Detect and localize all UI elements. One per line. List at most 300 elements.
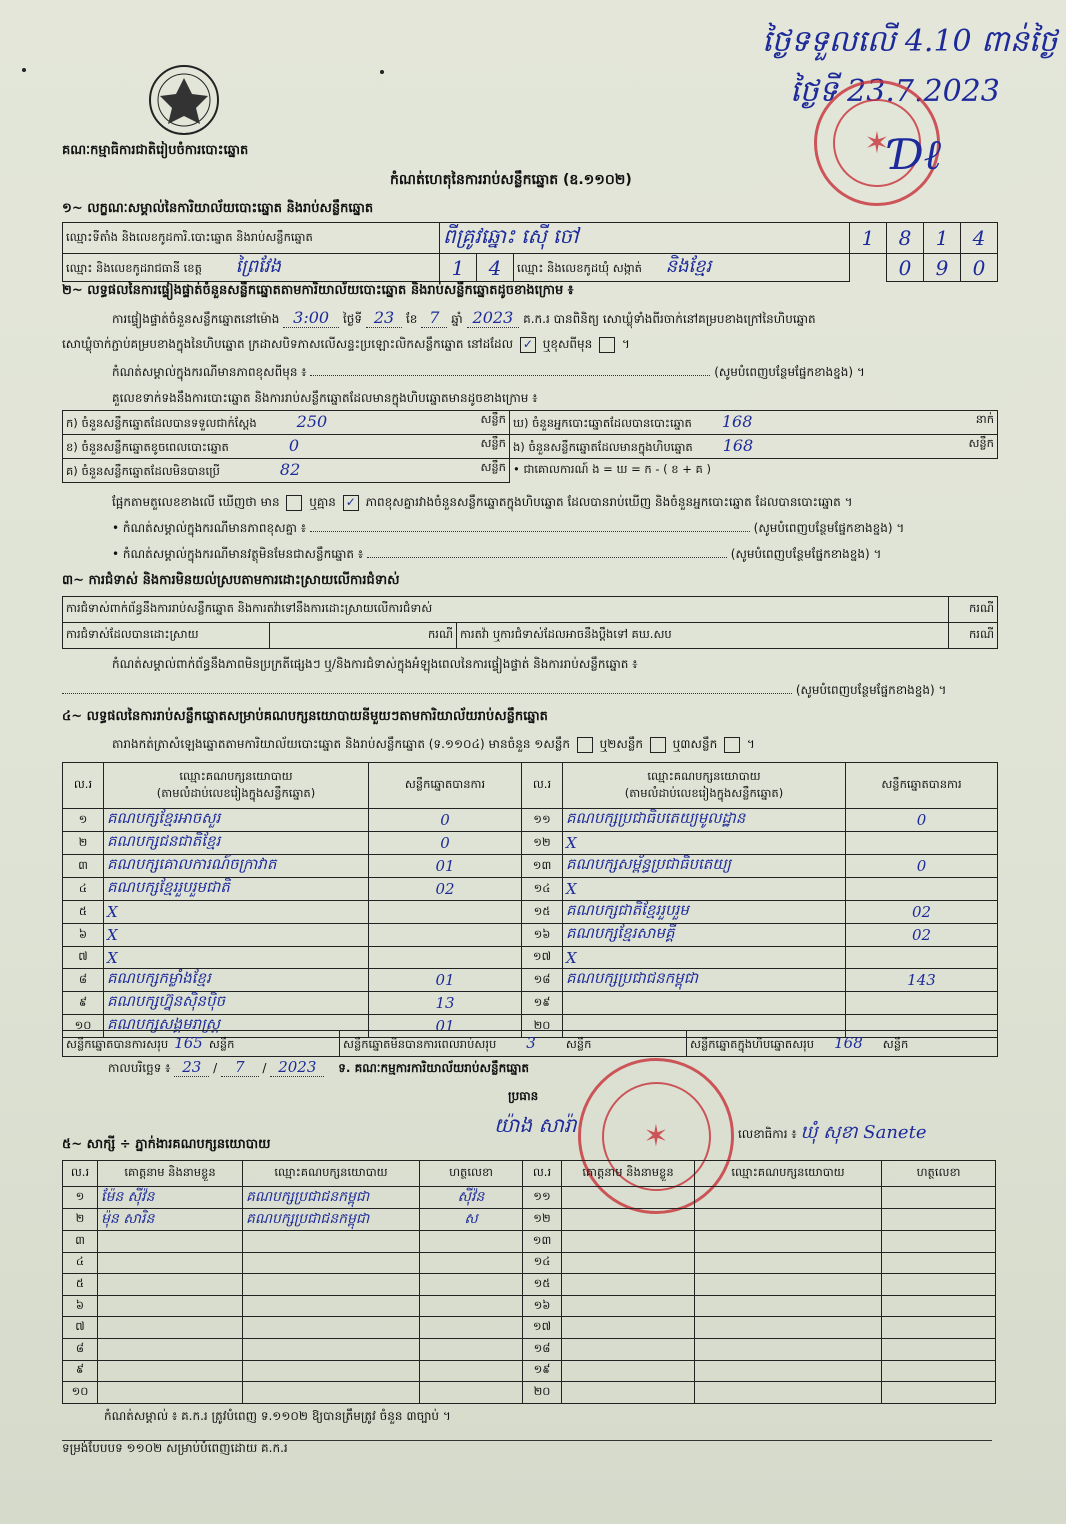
witness-no-right: ១៨ <box>523 1338 562 1360</box>
results-party-right: គណបក្សសម្ព័ន្ធប្រជាធិបតេយ្យ <box>563 855 846 878</box>
witness-party-left: គណបក្សប្រជាជនកម្ពុជា <box>243 1187 420 1209</box>
results-no-right: ២០ <box>522 1015 563 1038</box>
objection-case-1: ករណី <box>949 597 998 623</box>
section-4-title: ៤~ លទ្ធផលនៃការរាប់សន្លឹកឆ្នោតសម្រាប់គណបក្សនយោបាយនីមួយៗតាមការិយាល័យរាប់សន្លឹកឆ្នោត <box>62 709 548 724</box>
figure-row-c <box>63 459 510 483</box>
witness-name-right <box>562 1295 695 1317</box>
location-code-2: 8 <box>887 223 924 254</box>
commune-code-2: 9 <box>924 254 961 282</box>
results-votes-right: 02 <box>846 924 998 947</box>
witness-no-left: ៧ <box>63 1317 98 1339</box>
results-no-left: ២ <box>63 832 104 855</box>
results-col-party-right <box>563 763 846 809</box>
form-title: កំណត់ហេតុនៃការរាប់សន្លឹកឆ្នោត (ឧ.១១០២) <box>390 172 632 188</box>
results-no-left: ៨ <box>63 969 104 992</box>
province-value: ព្រៃវែង <box>235 256 281 277</box>
results-party-right <box>563 992 846 1015</box>
different-checkbox[interactable] <box>599 337 615 353</box>
results-votes-left <box>369 901 522 924</box>
results-votes-left <box>369 924 522 947</box>
figure-a-value: 250 <box>296 412 328 431</box>
witness-col-no-right: ល.រ <box>523 1161 562 1187</box>
witness-no-left: ៩ <box>63 1360 98 1382</box>
valid-total-cell <box>63 1031 340 1057</box>
witness-row <box>63 1338 996 1360</box>
witness-party-left: គណបក្សប្រជាជនកម្ពុជា <box>243 1209 420 1231</box>
results-col-party-left-sub: (តាមលំដាប់លេខរៀងក្នុងសន្លឹកឆ្នោត) <box>156 785 316 800</box>
witness-no-right: ១៧ <box>523 1317 562 1339</box>
difference-remark-line <box>112 520 992 538</box>
witness-name-right <box>562 1252 695 1274</box>
witness-no-right: ១២ <box>523 1209 562 1231</box>
discrepancy-label: ផ្អែកតាមតួលេខខាងលើ ឃើញថា មាន <box>112 495 280 509</box>
results-row <box>63 901 998 924</box>
objection-case-3: ករណី <box>949 623 998 649</box>
org-name: គណៈកម្មាធិការជាតិរៀបចំការបោះឆ្នោត <box>62 143 249 158</box>
results-party-left: គណបក្សជនជាតិខ្មែរ <box>104 832 369 855</box>
secretary-signature: ឃុំ សុខា Sanete <box>800 1122 927 1143</box>
results-party-left: គណបក្សខ្មែរអាចសួរ <box>104 809 369 832</box>
handwritten-signature-top: Ɗℓ <box>890 130 942 179</box>
figure-c-value: 82 <box>279 460 301 479</box>
box-unit: សន្លឹក <box>882 1036 909 1051</box>
location-label: ឈ្មោះទីតាំង និងលេខកូដការិ.បោះឆ្នោត និងរាប់សន្លឹកឆ្នោត <box>63 223 440 254</box>
results-votes-right <box>846 878 998 901</box>
witness-row <box>63 1382 996 1404</box>
fill-back-note-3: (សូមបំពេញបន្ថែមផ្នែកខាងខ្នង) ។ <box>730 547 882 561</box>
results-no-right: ១១ <box>522 809 563 832</box>
tally-intro: តារាងកត់ត្រាសំឡេងឆ្នោតតាមការិយាល័យបោះឆ្នោត និងរាប់សន្លឹកឆ្នោត (ទ.១១០៤) មានចំនួន ១សន្លឹក <box>112 737 570 751</box>
witness-sig-left: ស៊ីវ៉ន <box>420 1187 523 1209</box>
witness-name-left: ម៉ុន សារិន <box>98 1209 243 1231</box>
results-no-right: ១៧ <box>522 947 563 969</box>
nec-emblem-icon <box>148 64 220 136</box>
verify-day-label: ថ្ងៃទី <box>342 312 362 326</box>
has-discrepancy-checkbox[interactable] <box>286 495 302 511</box>
witness-no-right: ១៥ <box>523 1274 562 1296</box>
results-no-left: ៦ <box>63 924 104 947</box>
witness-name-right <box>562 1231 695 1253</box>
results-no-right: ១៣ <box>522 855 563 878</box>
results-votes-left: 0 <box>369 832 522 855</box>
results-party-left: គណបក្សខ្មែររួបរួមជាតិ <box>104 878 369 901</box>
results-col-no-left: ល.រ <box>63 763 104 809</box>
results-party-left: គណបក្សកម្លាំងខ្មែរ <box>104 969 369 992</box>
results-no-right: ១២ <box>522 832 563 855</box>
witness-sig-right <box>882 1231 996 1253</box>
results-no-right: ១៨ <box>522 969 563 992</box>
results-col-party-left-title: ឈ្មោះគណបក្សនយោបាយ <box>179 768 293 783</box>
figure-row-b <box>63 435 510 459</box>
results-votes-right <box>846 947 998 969</box>
commune-label: ឈ្មោះ និងលេខកូដឃុំ សង្កាត់ <box>517 261 642 275</box>
results-row <box>63 809 998 832</box>
tally-1-sheet-checkbox[interactable] <box>577 737 593 753</box>
figure-a-unit: សន្លឹក <box>480 412 506 426</box>
handwritten-date-note: ថ្ងៃទី 23.7.2023 <box>790 74 1000 109</box>
commune-label-cell <box>514 254 850 282</box>
witness-sig-right <box>882 1187 996 1209</box>
results-votes-left: 02 <box>369 878 522 901</box>
section-1-table <box>62 222 998 282</box>
date-day: 23 <box>174 1058 209 1077</box>
results-col-votes-left: សន្លឹកឆ្នោតបានការ <box>369 763 522 809</box>
location-code-4: 4 <box>961 223 998 254</box>
commune-code-1: 0 <box>887 254 924 282</box>
fill-back-note-1: (សូមបំពេញបន្ថែមផ្នែកខាងខ្នង) ។ <box>714 365 865 379</box>
results-col-party-left <box>104 763 369 809</box>
witness-party-left <box>243 1317 420 1339</box>
section-5-title: ៥~ សាក្សី ÷ ភ្នាក់ងារគណបក្សនយោបាយ <box>62 1137 271 1152</box>
witness-col-name-right: គោត្តនាម និងនាមខ្លួន <box>562 1161 695 1187</box>
witness-name-right <box>562 1187 695 1209</box>
paper-dot-mark <box>380 70 384 74</box>
irregularity-note: កំណត់សម្គាល់ពាក់ព័ន្ធនឹងភាពមិនប្រក្រតីផ្សេងៗ ឬ/និងការជំទាស់ក្នុងអំឡុងពេលនៃការផ្ទៀងផ្ទាត់ និងការរាប់សន្លឹកឆ្នោត ៖ <box>112 657 638 671</box>
witness-row <box>63 1360 996 1382</box>
witness-name-right <box>562 1317 695 1339</box>
witness-col-sig-left: ហត្ថលេខា <box>420 1161 523 1187</box>
foreign-object-label: • កំណត់សម្គាល់ក្នុងករណីមានវត្ថុមិនមែនជាសន្លឹកឆ្នោត ៖ <box>112 547 364 561</box>
witness-sig-right <box>882 1317 996 1339</box>
witness-name-left <box>98 1338 243 1360</box>
witness-name-right <box>562 1209 695 1231</box>
province-code-2: 4 <box>477 254 514 282</box>
section-3-title: ៣~ ការជំទាស់ និងការមិនយល់ស្របតាមការដោះស្រាយលើការជំទាស់ <box>62 573 400 588</box>
objections-table <box>62 596 998 649</box>
results-votes-left: 01 <box>369 969 522 992</box>
witness-sig-right <box>882 1252 996 1274</box>
witness-party-right <box>695 1317 882 1339</box>
witness-col-party-left: ឈ្មោះគណបក្សនយោបាយ <box>243 1161 420 1187</box>
results-no-right: ១៤ <box>522 878 563 901</box>
witness-no-right: ១៦ <box>523 1295 562 1317</box>
witness-party-right <box>695 1209 882 1231</box>
witness-name-right <box>562 1382 695 1404</box>
results-col-votes-right: សន្លឹកឆ្នោតបានការ <box>846 763 998 809</box>
results-row <box>63 878 998 901</box>
discrepancy-desc: ភាពខុសគ្នារវាងចំនួនសន្លឹកឆ្នោតក្នុងហិបឆ្នោត ដែលបានរាប់ឃើញ និងចំនួនអ្នកបោះឆ្នោត ដែលបានបោះឆ្នោត ។ <box>365 495 853 509</box>
results-party-left: X <box>104 901 369 924</box>
date-label: កាលបរិច្ឆេទ <box>108 1061 162 1075</box>
witness-no-left: ១០ <box>63 1382 98 1404</box>
results-no-left: ៣ <box>63 855 104 878</box>
witness-name-right <box>562 1360 695 1382</box>
section-2-title: ២~ លទ្ធផលនៃការផ្ទៀងផ្ទាត់ចំនួនសន្លឹកឆ្នោតតាមការិយាល័យបោះឆ្នោត និងរាប់សន្លឹកឆ្នោតដូចខាងក្រោម ៖ <box>62 283 574 298</box>
results-party-left: X <box>104 947 369 969</box>
figure-d-unit: នាក់ <box>975 412 994 426</box>
witness-row <box>63 1209 996 1231</box>
location-value: ពីគ្រូវឆ្នោះ ស៊ើ ចៅ <box>440 223 850 254</box>
irregularity-fill-line <box>62 682 992 700</box>
box-total-label: សន្លឹកឆ្នោតក្នុងហិបឆ្នោតសរុប <box>690 1036 815 1051</box>
results-row <box>63 969 998 992</box>
witness-sig-left <box>420 1338 523 1360</box>
tally-sheet-line: តារាងកត់ត្រាសំឡេងឆ្នោតតាមការិយាល័យបោះឆ្នោត និងរាប់សន្លឹកឆ្នោត (ទ.១១០៤) មានចំនួន ១សន្លឹក ឬ២សន្លឹក ឬ៣សន្លឹក ។ <box>112 737 755 751</box>
invalid-total: 3 <box>526 1033 536 1052</box>
date-sign-line: កាលបរិច្ឆេទ ៖ 23 / 7 / 2023 ទ. គណៈកម្មការការិយាល័យរាប់សន្លឹកឆ្នោត <box>108 1058 530 1076</box>
witness-no-left: ៤ <box>63 1252 98 1274</box>
witness-row <box>63 1317 996 1339</box>
verify-year: 2023 <box>467 308 520 328</box>
witness-name-left <box>98 1360 243 1382</box>
witness-party-right <box>695 1252 882 1274</box>
witness-no-left: ៥ <box>63 1274 98 1296</box>
results-party-right: គណបក្សជាតិខ្មែររួបរួម <box>563 901 846 924</box>
results-col-party-right-sub: (តាមលំដាប់លេខរៀងក្នុងសន្លឹកឆ្នោត) <box>624 785 784 800</box>
figure-e-label: ង) ចំនួនសន្លឹកឆ្នោតដែលមានក្នុងហិបឆ្នោត <box>513 440 693 454</box>
stamp-emblem-icon: ✶ <box>833 99 921 187</box>
invalid-total-label: សន្លឹកឆ្នោតមិនបានការពេលរាប់សរុប <box>343 1036 497 1051</box>
results-votes-right: 02 <box>846 901 998 924</box>
tally-3-sheet-checkbox[interactable] <box>724 737 740 753</box>
results-votes-left: 13 <box>369 992 522 1015</box>
province-code-1: 1 <box>440 254 477 282</box>
witness-sig-left <box>420 1274 523 1296</box>
results-votes-right <box>846 832 998 855</box>
results-party-left: គណបក្សហ្វ៊ុនស៊ិនប៉ិច <box>104 992 369 1015</box>
valid-total: 165 <box>174 1033 203 1052</box>
witness-name-right <box>562 1338 695 1360</box>
witness-party-right <box>695 1274 882 1296</box>
objection-case-2: ករណី <box>270 623 457 649</box>
verify-time-label: ការផ្ទៀងផ្ទាត់ចំនួនសន្លឹកឆ្នោតនៅម៉ោង <box>112 312 280 326</box>
footer-note: កំណត់សម្គាល់ ៖ គ.ក.រ ត្រូវបំពេញ ទ.១១០២ ឱ្យបានត្រឹមត្រូវ ចំនួន ៣ច្បាប់ ។ <box>104 1409 451 1423</box>
figure-b-unit: សន្លឹក <box>480 436 506 450</box>
witness-name-left <box>98 1382 243 1404</box>
results-row <box>63 947 998 969</box>
handwritten-received-note: ថ្ងៃទទួលលើ 4.10 ពាន់ថ្ងៃ <box>762 24 1058 59</box>
witness-name-left <box>98 1252 243 1274</box>
witness-name-right <box>562 1274 695 1296</box>
figure-b-value: 0 <box>288 436 300 455</box>
results-no-right: ១៩ <box>522 992 563 1015</box>
witness-no-right: ១៩ <box>523 1360 562 1382</box>
witness-sig-left <box>420 1360 523 1382</box>
witness-party-left <box>243 1274 420 1296</box>
seal-check-text: សោឃ្លុំចាក់ភ្ជាប់គម្របខាងក្នុងនៃហិបឆ្នោត ក្រដាសបិទភាសលើសន្ទះប្រឡោះលិកសន្លឹកឆ្នោត នៅដដែល <box>62 337 514 351</box>
results-party-right: X <box>563 947 846 969</box>
province-label <box>63 254 440 282</box>
witness-sig-right <box>882 1382 996 1404</box>
difference-note-label: កំណត់សម្គាល់ក្នុងករណីមានភាពខុសពីមុន ៖ <box>112 365 307 379</box>
witness-no-left: ៨ <box>63 1338 98 1360</box>
results-row <box>63 992 998 1015</box>
witness-sig-left <box>420 1295 523 1317</box>
results-votes-left: 01 <box>369 1015 522 1038</box>
results-row <box>63 855 998 878</box>
difference-note-line <box>112 364 992 382</box>
formula-note: • ជាគោលការណ៍ ង = ឃ = ក - ( ខ + គ ) <box>513 462 711 477</box>
witness-party-right <box>695 1360 882 1382</box>
results-no-left: ៥ <box>63 901 104 924</box>
chair-signature: យ៉ាង សារ៉ា <box>494 1113 577 1137</box>
witness-sig-right <box>882 1295 996 1317</box>
witness-party-right <box>695 1231 882 1253</box>
witness-party-left <box>243 1360 420 1382</box>
results-table <box>62 762 998 1038</box>
verify-month-label: ខែ <box>406 312 418 326</box>
valid-unit: សន្លឹក <box>208 1036 235 1051</box>
results-col-party-right-title: ឈ្មោះគណបក្សនយោបាយ <box>647 768 761 783</box>
results-votes-right: 143 <box>846 969 998 992</box>
witness-row <box>63 1187 996 1209</box>
fill-back-note-4: (សូមបំពេញបន្ថែមផ្នែកខាងខ្នង) ។ <box>795 683 947 697</box>
valid-total-label: សន្លឹកឆ្នោតបានការសរុប <box>66 1036 169 1051</box>
tally-2-label: ឬ២សន្លឹក <box>599 737 644 751</box>
tally-2-sheet-checkbox[interactable] <box>650 737 666 753</box>
results-col-no-right: ល.រ <box>522 763 563 809</box>
results-row <box>63 832 998 855</box>
same-checkbox[interactable]: ✓ <box>520 337 536 353</box>
results-votes-left: 01 <box>369 855 522 878</box>
results-party-left: X <box>104 924 369 947</box>
witness-sig-left <box>420 1231 523 1253</box>
witness-sig-left <box>420 1382 523 1404</box>
witness-party-left <box>243 1252 420 1274</box>
results-votes-right <box>846 992 998 1015</box>
witness-col-name-left: គោត្តនាម និងនាមខ្លួន <box>98 1161 243 1187</box>
witness-col-party-right: ឈ្មោះគណបក្សនយោបាយ <box>695 1161 882 1187</box>
results-party-right: X <box>563 878 846 901</box>
figure-e-unit: សន្លឹក <box>968 436 994 450</box>
figure-d-label: ឃ) ចំនួនអ្នកបោះឆ្នោតដែលបានបោះឆ្នោត <box>513 416 692 430</box>
witness-row <box>63 1295 996 1317</box>
objection-resolved-label: ការជំទាស់ដែលបានដោះស្រាយ <box>63 623 270 649</box>
foreign-object-line <box>112 546 992 564</box>
tally-3-label: ឬ៣សន្លឹក <box>672 737 718 751</box>
verification-line <box>112 308 816 329</box>
witness-name-left <box>98 1231 243 1253</box>
figure-d-value: 168 <box>721 412 753 431</box>
results-no-right: ១៥ <box>522 901 563 924</box>
witness-no-left: ៦ <box>63 1295 98 1317</box>
box-total: 168 <box>834 1033 863 1052</box>
results-votes-left: 0 <box>369 809 522 832</box>
witness-row <box>63 1231 996 1253</box>
stamp-emblem-bottom-icon: ✶ <box>602 1082 711 1191</box>
results-party-right: គណបក្សប្រជាជនកម្ពុជា <box>563 969 846 992</box>
witness-no-left: ៣ <box>63 1231 98 1253</box>
witness-no-left: ១ <box>63 1187 98 1209</box>
witness-party-left <box>243 1231 420 1253</box>
location-code-3: 1 <box>924 223 961 254</box>
invalid-unit: សន្លឹក <box>565 1036 592 1051</box>
witness-sig-right <box>882 1360 996 1382</box>
results-votes-right: 0 <box>846 855 998 878</box>
results-no-left: ៧ <box>63 947 104 969</box>
results-no-right: ១៦ <box>522 924 563 947</box>
witness-sig-right <box>882 1274 996 1296</box>
objection-row-1: ការជំទាស់ពាក់ព័ន្ធនឹងការរាប់សន្លឹកឆ្នោត និងការតវ៉ាទៅនឹងការដោះស្រាយលើការជំទាស់ <box>63 597 949 623</box>
figures-intro: គួលេខទាក់ទងនឹងការបោះឆ្នោត និងការរាប់សន្លឹកឆ្នោតដែលមានក្នុងហិបឆ្នោតមានដូចខាងក្រោម ៖ <box>112 391 538 405</box>
witness-party-left <box>243 1338 420 1360</box>
witness-col-sig-right: ហត្ថលេខា <box>882 1161 996 1187</box>
date-month: 7 <box>221 1058 259 1077</box>
results-votes-right: 0 <box>846 809 998 832</box>
witness-party-left <box>243 1295 420 1317</box>
results-party-right: X <box>563 832 846 855</box>
location-code-1: 1 <box>850 223 887 254</box>
witness-party-left <box>243 1382 420 1404</box>
witness-sig-right <box>882 1209 996 1231</box>
secretary-label: លេខាធិការ <box>738 1127 788 1141</box>
invalid-total-cell <box>340 1031 687 1057</box>
no-discrepancy-checkbox[interactable]: ✓ <box>343 495 359 511</box>
figure-row-a <box>63 411 510 435</box>
witness-sig-right <box>882 1338 996 1360</box>
discrepancy-line <box>112 494 853 512</box>
commune-code-3: 0 <box>961 254 998 282</box>
witness-row <box>63 1274 996 1296</box>
verify-time: 3:00 <box>283 308 339 328</box>
figure-row-d <box>510 411 998 435</box>
figure-c-unit: សន្លឹក <box>480 460 506 474</box>
figure-a-label: ក) ចំនួនសន្លឹកឆ្នោតដែលបានទទួលជាក់ស្តែង <box>66 416 257 430</box>
results-party-left: គណបក្សគោលការណ៍ចក្រាវាត <box>104 855 369 878</box>
province-label-text: ឈ្មោះ និងលេខកូដរាជធានី ខេត្ត <box>66 261 202 275</box>
date-year: 2023 <box>270 1058 324 1077</box>
figure-e-value: 168 <box>722 436 754 455</box>
objection-appeal-label: ការតវ៉ា ឬការជំទាស់ដែលអាចនឹងប្តឹងទៅ គឃ.សប <box>457 623 949 649</box>
witness-table <box>62 1160 996 1404</box>
commune-value: និងខ្មែរ <box>665 256 712 277</box>
secretary-line: លេខាធិការ ៖ ឃុំ សុខា Sanete <box>738 1122 927 1143</box>
figures-table <box>62 410 998 483</box>
witness-col-no-left: ល.រ <box>63 1161 98 1187</box>
witness-party-right <box>695 1338 882 1360</box>
figure-c-label: គ) ចំនួនសន្លឹកឆ្នោតដែលមិនបានប្រើ <box>66 464 220 478</box>
results-party-right: គណបក្សខ្មែរសាមគ្គី <box>563 924 846 947</box>
seal-check-line: សោឃ្លុំចាក់ភ្ជាប់គម្របខាងក្នុងនៃហិបឆ្នោត ក្រដាសបិទភាសលើសន្ទះប្រឡោះលិកសន្លឹកឆ្នោត នៅដដែល ✓ ឬខុសពីមុន ។ <box>62 336 630 351</box>
witness-no-right: ១១ <box>523 1187 562 1209</box>
witness-row <box>63 1252 996 1274</box>
verify-desc: គ.ក.រ បានពិនិត្យ សោឃ្លុំទាំងពីរចាក់នៅគម្របខាងក្រៅនៃហិបឆ្នោត <box>523 312 816 326</box>
verify-month: 7 <box>421 308 447 328</box>
witness-sig-left <box>420 1252 523 1274</box>
results-row <box>63 924 998 947</box>
results-no-left: ១០ <box>63 1015 104 1038</box>
results-totals <box>62 1030 998 1057</box>
no-discrepancy-label: ឬគ្មាន <box>309 495 336 509</box>
witness-no-right: ២០ <box>523 1382 562 1404</box>
verify-day: 23 <box>366 308 402 328</box>
paper-dot-mark <box>22 68 26 72</box>
different-label: ឬខុសពីមុន <box>542 337 593 351</box>
chair-label: ប្រធាន <box>508 1089 539 1103</box>
results-party-right: គណបក្សប្រជាធិបតេយ្យមូលដ្ឋាន <box>563 809 846 832</box>
witness-no-left: ២ <box>63 1209 98 1231</box>
verify-year-label: ឆ្នាំ <box>451 312 463 326</box>
witness-party-right <box>695 1187 882 1209</box>
fill-back-note-2: (សូមបំពេញបន្ថែមផ្នែកខាងខ្នង) ។ <box>753 521 905 535</box>
results-no-left: ៩ <box>63 992 104 1015</box>
witness-no-right: ១៣ <box>523 1231 562 1253</box>
difference-remark-label: • កំណត់សម្គាល់ក្នុងករណីមានភាពខុសគ្នា ៖ <box>112 521 307 535</box>
witness-party-right <box>695 1382 882 1404</box>
figure-row-e <box>510 435 998 459</box>
witness-name-left <box>98 1295 243 1317</box>
results-no-left: ៤ <box>63 878 104 901</box>
figure-b-label: ខ) ចំនួនសន្លឹកឆ្នោតខូចពេលបោះឆ្នោត <box>66 440 229 454</box>
witness-no-right: ១៤ <box>523 1252 562 1274</box>
witness-sig-left: ស <box>420 1209 523 1231</box>
box-total-cell <box>687 1031 998 1057</box>
section-1-title: ១~ លក្ខណៈសម្គាល់នៃការិយាល័យបោះឆ្នោត និងរាប់សន្លឹកឆ្នោត <box>62 201 374 216</box>
results-votes-left <box>369 947 522 969</box>
witness-party-right <box>695 1295 882 1317</box>
witness-name-left <box>98 1274 243 1296</box>
footer-form-id: ទម្រង់បែបបទ ១១០២ សម្រាប់បំពេញដោយ គ.ក.រ <box>62 1441 288 1455</box>
